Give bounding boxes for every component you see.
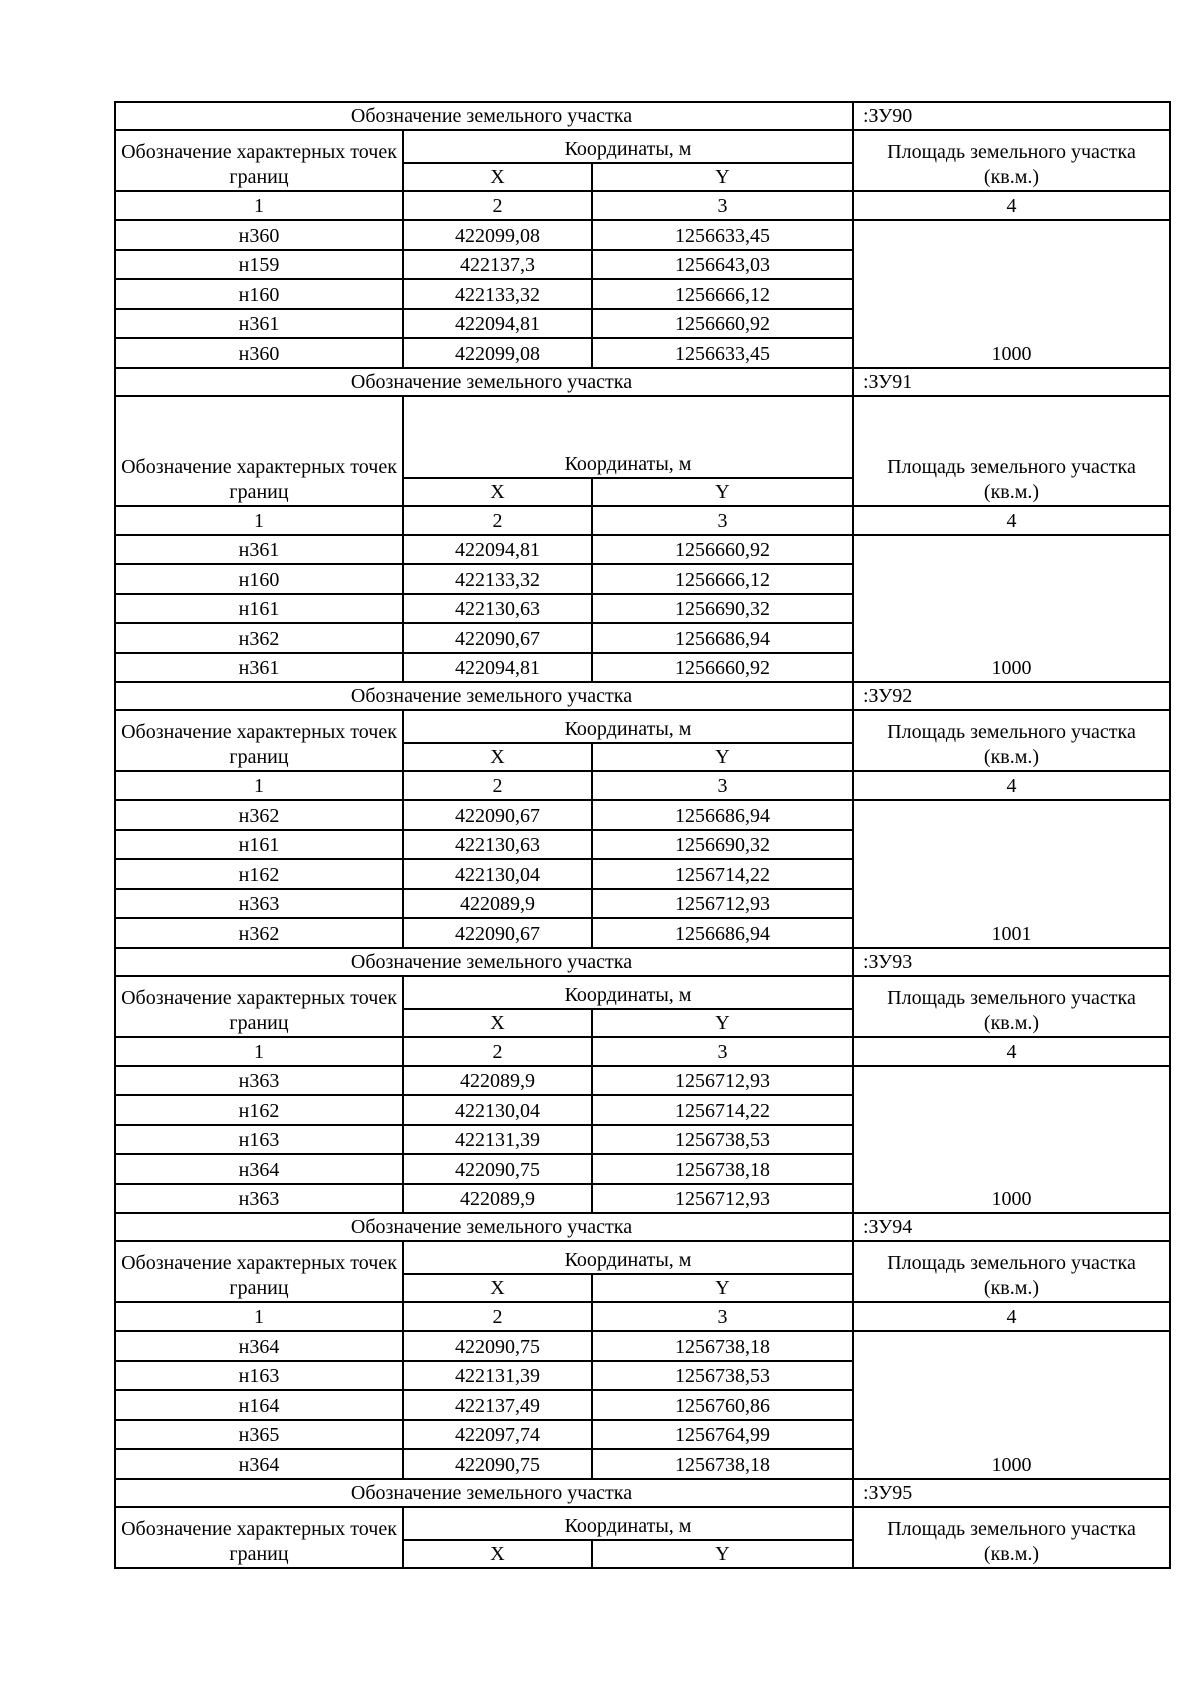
table-vline bbox=[591, 1419, 593, 1451]
column-number: 4 bbox=[1006, 1040, 1017, 1063]
table-vline bbox=[402, 1506, 404, 1569]
table-vline bbox=[591, 308, 593, 340]
y-coordinate-cell: 1256660,92 bbox=[675, 657, 770, 679]
table-vline bbox=[591, 829, 593, 861]
point-id-cell: н364 bbox=[238, 1158, 280, 1181]
header-area-label: Площадь земельного участка (кв.м.) bbox=[887, 986, 1136, 1034]
header-area-label: Площадь земельного участка (кв.м.) bbox=[887, 1252, 1136, 1299]
header-y-label: Y bbox=[715, 166, 730, 188]
table-vline bbox=[852, 1036, 854, 1067]
y-coordinate-cell: 1256712,93 bbox=[675, 1188, 770, 1210]
parcel-label: Обозначение земельного участка bbox=[350, 685, 633, 707]
y-coordinate-cell: 1256738,53 bbox=[675, 1365, 770, 1387]
point-id-cell: н361 bbox=[238, 657, 280, 679]
table-vline bbox=[402, 337, 404, 369]
area-value: 1000 bbox=[991, 657, 1032, 679]
y-coordinate-cell: 1256686,94 bbox=[675, 922, 770, 945]
x-coordinate-cell: 422090,67 bbox=[455, 804, 540, 827]
table-vline bbox=[591, 1360, 593, 1392]
x-coordinate-cell: 422094,81 bbox=[455, 657, 540, 679]
x-coordinate-cell: 422130,04 bbox=[455, 863, 540, 886]
table-vline bbox=[402, 652, 404, 684]
x-coordinate-cell: 422099,08 bbox=[455, 224, 540, 247]
point-id-cell: н160 bbox=[238, 283, 280, 306]
area-top-line bbox=[852, 799, 1171, 801]
table-vline bbox=[591, 219, 593, 251]
section-top-line bbox=[114, 1212, 1171, 1214]
header-x-label: X bbox=[490, 166, 505, 188]
table-vline bbox=[852, 395, 854, 507]
parcel-label: Обозначение земельного участка bbox=[350, 370, 633, 393]
table-vline bbox=[591, 477, 593, 507]
column-number: 3 bbox=[717, 775, 728, 797]
table-vline bbox=[591, 622, 593, 654]
table-vline bbox=[591, 858, 593, 890]
column-number: 1 bbox=[254, 775, 264, 797]
y-coordinate-cell: 1256633,45 bbox=[675, 224, 770, 247]
point-id-cell: н362 bbox=[238, 627, 280, 650]
table-vline bbox=[852, 1301, 854, 1332]
x-coordinate-cell: 422094,81 bbox=[455, 539, 540, 561]
table-vline bbox=[591, 162, 593, 192]
label-divider bbox=[852, 681, 854, 711]
point-id-cell: н364 bbox=[238, 1335, 280, 1358]
column-number: 4 bbox=[1006, 195, 1017, 217]
x-coordinate-cell: 422097,74 bbox=[455, 1424, 540, 1446]
table-vline bbox=[402, 1389, 404, 1421]
area-top-line bbox=[852, 219, 1171, 221]
point-id-cell: н163 bbox=[238, 1365, 280, 1387]
table-vline bbox=[402, 505, 404, 536]
column-number: 2 bbox=[492, 1306, 503, 1328]
y-coordinate-cell: 1256738,53 bbox=[675, 1129, 770, 1151]
label-divider bbox=[852, 367, 854, 397]
table-vline bbox=[591, 742, 593, 772]
column-number: 3 bbox=[717, 1040, 728, 1063]
x-coordinate-cell: 422137,3 bbox=[460, 254, 535, 276]
table-vline bbox=[852, 190, 854, 221]
header-x-label: X bbox=[490, 1542, 505, 1565]
point-id-cell: н362 bbox=[238, 804, 280, 827]
table-vline bbox=[402, 308, 404, 340]
column-number: 4 bbox=[1006, 1306, 1017, 1328]
table-left-border bbox=[114, 101, 116, 1569]
y-coordinate-cell: 1256686,94 bbox=[675, 627, 770, 650]
coords-subheader-line bbox=[402, 162, 854, 164]
x-coordinate-cell: 422099,08 bbox=[455, 342, 540, 365]
table-vline bbox=[591, 337, 593, 369]
column-number: 3 bbox=[717, 195, 728, 217]
table-vline bbox=[402, 190, 404, 221]
header-y-label: Y bbox=[715, 1542, 730, 1565]
header-x-label: X bbox=[490, 1011, 505, 1034]
table-vline bbox=[402, 278, 404, 310]
table-vline bbox=[402, 1301, 404, 1332]
header-point-label: Обозначение характерных точек границ bbox=[121, 455, 397, 503]
table-vline bbox=[591, 1448, 593, 1480]
table-vline bbox=[852, 709, 854, 772]
table-vline bbox=[591, 505, 593, 536]
y-coordinate-cell: 1256760,86 bbox=[675, 1394, 770, 1417]
point-id-cell: н364 bbox=[238, 1453, 280, 1476]
x-coordinate-cell: 422130,04 bbox=[455, 1099, 540, 1122]
coords-subheader-line bbox=[402, 742, 854, 744]
table-vline bbox=[591, 1301, 593, 1332]
column-number: 1 bbox=[254, 509, 264, 532]
table-vline bbox=[591, 1389, 593, 1421]
table-vline bbox=[591, 1273, 593, 1303]
y-coordinate-cell: 1256690,32 bbox=[675, 834, 770, 856]
column-number: 2 bbox=[492, 1040, 503, 1063]
table-vline bbox=[402, 219, 404, 251]
table-vline bbox=[591, 652, 593, 684]
y-coordinate-cell: 1256738,18 bbox=[675, 1453, 770, 1476]
table-vline bbox=[402, 1036, 404, 1067]
table-vline bbox=[402, 858, 404, 890]
point-id-cell: н163 bbox=[238, 1129, 280, 1151]
header-coords-label: Координаты, м bbox=[564, 983, 692, 1006]
table-vline bbox=[402, 129, 404, 192]
y-coordinate-cell: 1256643,03 bbox=[675, 254, 770, 276]
table-vline bbox=[402, 799, 404, 831]
y-coordinate-cell: 1256690,32 bbox=[675, 598, 770, 620]
table-vline bbox=[402, 1094, 404, 1126]
header-coords-label: Координаты, м bbox=[564, 718, 692, 740]
header-x-label: X bbox=[490, 480, 505, 503]
table-vline bbox=[591, 1539, 593, 1569]
table-vline bbox=[591, 278, 593, 310]
table-vline bbox=[591, 1008, 593, 1038]
parcel-code: :ЗУ90 bbox=[863, 105, 913, 127]
coords-subheader-line bbox=[402, 1539, 854, 1541]
section-top-line bbox=[114, 367, 1171, 369]
x-coordinate-cell: 422089,9 bbox=[460, 893, 535, 915]
header-point-label: Обозначение характерных точек границ bbox=[121, 1517, 397, 1565]
point-id-cell: н365 bbox=[238, 1424, 280, 1446]
table-vline bbox=[402, 1448, 404, 1480]
point-id-cell: н363 bbox=[238, 1070, 280, 1092]
x-coordinate-cell: 422089,9 bbox=[460, 1070, 535, 1092]
point-id-cell: н160 bbox=[238, 568, 280, 591]
area-value: 1000 bbox=[991, 342, 1032, 365]
header-y-label: Y bbox=[715, 480, 730, 503]
table-vline bbox=[591, 534, 593, 566]
x-coordinate-cell: 422090,67 bbox=[455, 922, 540, 945]
x-coordinate-cell: 422090,75 bbox=[455, 1335, 540, 1358]
header-x-label: X bbox=[490, 1277, 505, 1299]
table-right-border bbox=[1169, 101, 1171, 1569]
table-vline bbox=[852, 1240, 854, 1303]
point-id-cell: н362 bbox=[238, 922, 280, 945]
table-vline bbox=[402, 975, 404, 1038]
parcel-code: :ЗУ94 bbox=[863, 1216, 913, 1238]
table-vline bbox=[591, 249, 593, 281]
parcel-code: :ЗУ95 bbox=[863, 1481, 913, 1504]
column-number: 3 bbox=[717, 1306, 728, 1328]
header-point-label: Обозначение характерных точек границ bbox=[121, 1252, 397, 1299]
table-vline bbox=[591, 770, 593, 801]
parcel-code: :ЗУ92 bbox=[863, 685, 913, 707]
table-vline bbox=[852, 1506, 854, 1569]
table-vline bbox=[402, 1153, 404, 1185]
area-top-line bbox=[852, 1330, 1171, 1332]
table-vline bbox=[402, 1360, 404, 1392]
label-divider bbox=[852, 947, 854, 977]
table-vline bbox=[591, 1330, 593, 1362]
x-coordinate-cell: 422090,75 bbox=[455, 1158, 540, 1181]
x-coordinate-cell: 422094,81 bbox=[455, 313, 540, 335]
parcel-code: :ЗУ91 bbox=[863, 370, 913, 393]
table-vline bbox=[591, 799, 593, 831]
point-id-cell: н164 bbox=[238, 1394, 280, 1417]
table-vline bbox=[591, 1124, 593, 1156]
x-coordinate-cell: 422131,39 bbox=[455, 1365, 540, 1387]
table-vline bbox=[402, 534, 404, 566]
coords-subheader-line bbox=[402, 477, 854, 479]
point-id-cell: н162 bbox=[238, 863, 280, 886]
header-area-label: Площадь земельного участка (кв.м.) bbox=[887, 721, 1136, 768]
table-vline bbox=[402, 770, 404, 801]
column-number: 1 bbox=[254, 1040, 264, 1063]
header-coords-label: Координаты, м bbox=[564, 452, 692, 475]
label-divider bbox=[852, 101, 854, 131]
y-coordinate-cell: 1256764,99 bbox=[675, 1424, 770, 1446]
header-x-label: X bbox=[490, 746, 505, 768]
y-coordinate-cell: 1256714,22 bbox=[675, 863, 770, 886]
label-divider bbox=[852, 1212, 854, 1242]
x-coordinate-cell: 422133,32 bbox=[455, 283, 540, 306]
table-vline bbox=[402, 1240, 404, 1303]
header-point-label: Обозначение характерных точек границ bbox=[121, 721, 397, 768]
table-vline bbox=[591, 1183, 593, 1215]
column-number: 4 bbox=[1006, 775, 1017, 797]
table-vline bbox=[591, 1036, 593, 1067]
table-vline bbox=[402, 1419, 404, 1451]
table-vline bbox=[852, 505, 854, 536]
column-number: 4 bbox=[1006, 509, 1017, 532]
header-point-label: Обозначение характерных точек границ bbox=[121, 986, 397, 1034]
coords-subheader-line bbox=[402, 1273, 854, 1275]
x-coordinate-cell: 422130,63 bbox=[455, 598, 540, 620]
area-top-line bbox=[852, 534, 1171, 536]
header-coords-label: Координаты, м bbox=[564, 1249, 692, 1271]
section-top-line bbox=[114, 681, 1171, 683]
table-vline bbox=[402, 395, 404, 507]
y-coordinate-cell: 1256738,18 bbox=[675, 1158, 770, 1181]
table-vline bbox=[591, 563, 593, 595]
y-coordinate-cell: 1256714,22 bbox=[675, 1099, 770, 1122]
section-top-line bbox=[114, 947, 1171, 949]
table-vline bbox=[591, 593, 593, 625]
table-vline bbox=[591, 1153, 593, 1185]
point-id-cell: н363 bbox=[238, 1188, 280, 1210]
table-vline bbox=[402, 1065, 404, 1097]
column-number: 2 bbox=[492, 509, 503, 532]
table-vline bbox=[402, 1183, 404, 1215]
parcel-label: Обозначение земельного участка bbox=[350, 1481, 633, 1504]
column-number: 1 bbox=[254, 1306, 264, 1328]
x-coordinate-cell: 422090,67 bbox=[455, 627, 540, 650]
table-vline bbox=[591, 888, 593, 920]
y-coordinate-cell: 1256712,93 bbox=[675, 893, 770, 915]
section-top-line bbox=[114, 101, 1171, 103]
y-coordinate-cell: 1256660,92 bbox=[675, 313, 770, 335]
table-bottom-line bbox=[114, 1567, 1171, 1569]
area-value: 1001 bbox=[991, 922, 1032, 945]
point-id-cell: н161 bbox=[238, 834, 280, 856]
coords-subheader-line bbox=[402, 1008, 854, 1010]
header-area-label: Площадь земельного участка (кв.м.) bbox=[887, 141, 1136, 188]
label-divider bbox=[852, 1478, 854, 1508]
table-vline bbox=[591, 1065, 593, 1097]
table-vline bbox=[852, 129, 854, 192]
area-value: 1000 bbox=[991, 1453, 1032, 1476]
column-number: 2 bbox=[492, 775, 503, 797]
point-id-cell: н361 bbox=[238, 539, 280, 561]
column-number: 1 bbox=[254, 195, 264, 217]
table-vline bbox=[852, 770, 854, 801]
table-vline bbox=[591, 1094, 593, 1126]
section-top-line bbox=[114, 1478, 1171, 1480]
table-vline bbox=[402, 622, 404, 654]
parcel-label: Обозначение земельного участка bbox=[350, 950, 633, 973]
parcel-label: Обозначение земельного участка bbox=[350, 1216, 633, 1238]
x-coordinate-cell: 422133,32 bbox=[455, 568, 540, 591]
parcel-code: :ЗУ93 bbox=[863, 950, 913, 973]
header-coords-label: Координаты, м bbox=[564, 1514, 692, 1537]
table-vline bbox=[402, 593, 404, 625]
point-id-cell: н159 bbox=[238, 254, 280, 276]
y-coordinate-cell: 1256666,12 bbox=[675, 283, 770, 306]
table-vline bbox=[402, 1330, 404, 1362]
y-coordinate-cell: 1256633,45 bbox=[675, 342, 770, 365]
y-coordinate-cell: 1256686,94 bbox=[675, 804, 770, 827]
x-coordinate-cell: 422137,49 bbox=[455, 1394, 540, 1417]
table-vline bbox=[402, 563, 404, 595]
x-coordinate-cell: 422130,63 bbox=[455, 834, 540, 856]
header-point-label: Обозначение характерных точек границ bbox=[121, 141, 397, 188]
table-vline bbox=[852, 975, 854, 1038]
table-vline bbox=[402, 709, 404, 772]
point-id-cell: н360 bbox=[238, 224, 280, 247]
area-top-line bbox=[852, 1065, 1171, 1067]
header-area-label: Площадь земельного участка (кв.м.) bbox=[887, 1517, 1136, 1565]
table-vline bbox=[402, 829, 404, 861]
point-id-cell: н361 bbox=[238, 313, 280, 335]
x-coordinate-cell: 422089,9 bbox=[460, 1188, 535, 1210]
point-id-cell: н162 bbox=[238, 1099, 280, 1122]
table-vline bbox=[402, 1124, 404, 1156]
column-number: 2 bbox=[492, 195, 503, 217]
y-coordinate-cell: 1256738,18 bbox=[675, 1335, 770, 1358]
y-coordinate-cell: 1256660,92 bbox=[675, 539, 770, 561]
y-coordinate-cell: 1256666,12 bbox=[675, 568, 770, 591]
table-vline bbox=[402, 249, 404, 281]
header-y-label: Y bbox=[715, 1277, 730, 1299]
table-vline bbox=[591, 917, 593, 949]
y-coordinate-cell: 1256712,93 bbox=[675, 1070, 770, 1092]
point-id-cell: н363 bbox=[238, 893, 280, 915]
header-coords-label: Координаты, м bbox=[564, 138, 692, 160]
table-vline bbox=[402, 888, 404, 920]
parcel-label: Обозначение земельного участка bbox=[350, 105, 633, 127]
x-coordinate-cell: 422090,75 bbox=[455, 1453, 540, 1476]
point-id-cell: н360 bbox=[238, 342, 280, 365]
header-y-label: Y bbox=[715, 1011, 730, 1034]
area-value: 1000 bbox=[991, 1188, 1032, 1210]
point-id-cell: н161 bbox=[238, 598, 280, 620]
header-y-label: Y bbox=[715, 746, 730, 768]
table-vline bbox=[402, 917, 404, 949]
x-coordinate-cell: 422131,39 bbox=[455, 1129, 540, 1151]
header-area-label: Площадь земельного участка (кв.м.) bbox=[887, 455, 1136, 503]
column-number: 3 bbox=[717, 509, 728, 532]
table-vline bbox=[591, 190, 593, 221]
